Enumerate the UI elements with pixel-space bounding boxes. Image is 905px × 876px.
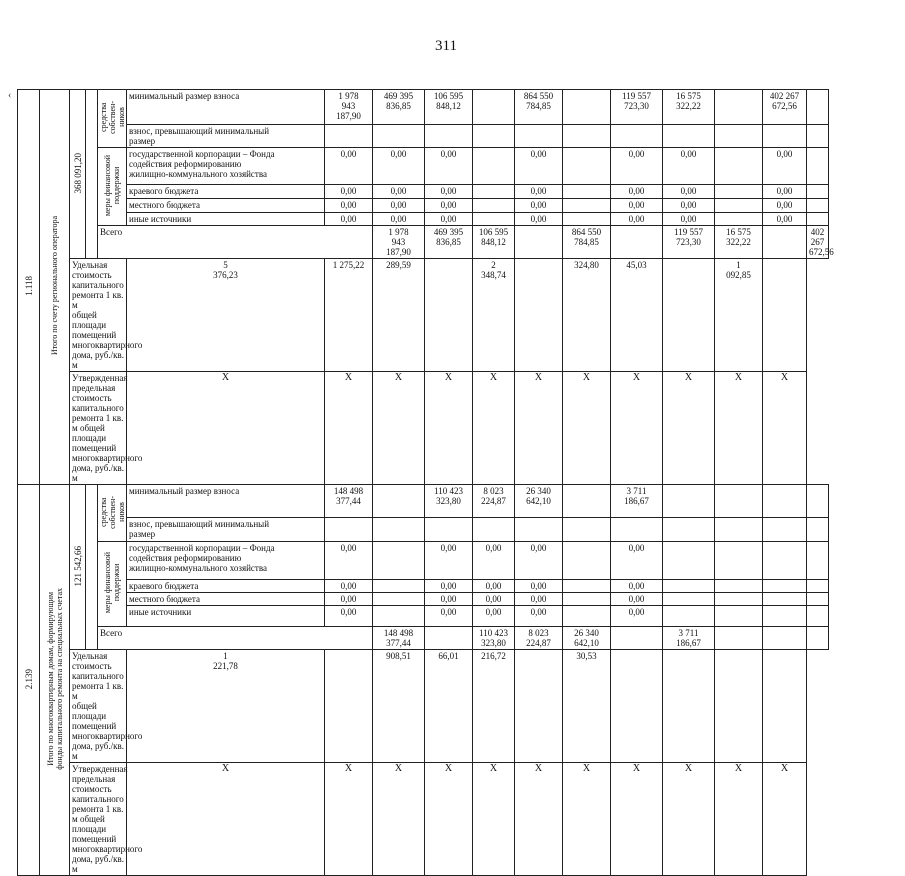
group-owners-cell (98, 485, 127, 542)
value-cell: 110 423 323,80 (425, 485, 473, 518)
group-support-cell (98, 542, 127, 627)
value-cell: 119 557 723,30 (611, 90, 663, 125)
value-cell: 110 423 323,80 (473, 627, 515, 650)
value-cell (715, 185, 763, 199)
value-cell (473, 199, 515, 213)
value-cell: 0,00 (763, 199, 807, 213)
value-cell (563, 185, 611, 199)
table-row (18, 199, 829, 213)
value-cell: 0,00 (515, 185, 563, 199)
value-cell: 0,00 (515, 199, 563, 213)
value-cell (715, 90, 763, 125)
value-cell (807, 185, 829, 199)
value-cell: X (763, 372, 807, 485)
code-cell-text: 2.139 (23, 668, 34, 690)
value-cell (807, 627, 829, 650)
row-label: краевого бюджета (127, 580, 325, 593)
value-cell: X (127, 763, 325, 876)
value-cell (715, 199, 763, 213)
value-cell (473, 148, 515, 185)
table-row (18, 650, 829, 763)
value-cell: 106 595 848,12 (425, 90, 473, 125)
value-cell (663, 485, 715, 518)
value-cell (763, 518, 807, 542)
amount-cell (70, 485, 86, 650)
amount-cell-text: 368 091,20 (72, 152, 83, 194)
value-cell: 0,00 (325, 542, 373, 580)
table-row (18, 593, 829, 606)
value-cell (807, 125, 829, 148)
value-cell (763, 580, 807, 593)
section-title-cell (40, 90, 70, 485)
value-cell (763, 485, 807, 518)
table-row (18, 372, 829, 485)
value-cell: 0,00 (425, 542, 473, 580)
value-cell (563, 125, 611, 148)
value-cell: 0,00 (611, 593, 663, 606)
value-cell (715, 606, 763, 627)
value-cell (563, 593, 611, 606)
value-cell (763, 650, 807, 763)
value-cell (715, 148, 763, 185)
value-cell (763, 125, 807, 148)
value-cell (763, 542, 807, 580)
table-row (18, 125, 829, 148)
value-cell: 0,00 (515, 593, 563, 606)
group-support-cell (98, 148, 127, 226)
value-cell: 0,00 (425, 606, 473, 627)
capital-repair-table (17, 89, 834, 876)
value-cell: 0,00 (611, 580, 663, 593)
value-cell: X (127, 372, 325, 485)
value-cell: X (473, 763, 515, 876)
table-row (18, 485, 829, 518)
value-cell: 0,00 (611, 199, 663, 213)
table-row (18, 226, 829, 259)
value-cell: X (515, 372, 563, 485)
value-cell: 1 092,85 (715, 259, 763, 372)
group-support-cell-text: меры финансовой поддержки (103, 154, 121, 217)
table-row (18, 213, 829, 226)
value-cell: 0,00 (515, 580, 563, 593)
row-label: местного бюджета (127, 593, 325, 606)
value-cell (663, 650, 715, 763)
value-cell: 0,00 (425, 593, 473, 606)
value-cell (763, 226, 807, 259)
group-owners-cell (98, 90, 127, 148)
value-cell: 0,00 (663, 213, 715, 226)
value-cell (715, 627, 763, 650)
value-cell: 0,00 (611, 542, 663, 580)
value-cell: 0,00 (763, 213, 807, 226)
value-cell (373, 125, 425, 148)
value-cell: 0,00 (373, 185, 425, 199)
group-owners-cell-text: средства собствен- ников (98, 495, 126, 529)
value-cell: 16 575 322,22 (663, 90, 715, 125)
row-label: минимальный размер взноса (127, 485, 325, 518)
value-cell: 0,00 (473, 580, 515, 593)
value-cell: 469 395 836,85 (373, 90, 425, 125)
value-cell (611, 125, 663, 148)
value-cell (325, 125, 373, 148)
value-cell (425, 125, 473, 148)
value-cell: 0,00 (325, 593, 373, 606)
value-cell: 0,00 (325, 213, 373, 226)
value-cell (425, 627, 473, 650)
value-cell (563, 606, 611, 627)
value-cell: 864 550 784,85 (563, 226, 611, 259)
value-cell: 0,00 (515, 148, 563, 185)
value-cell: 0,00 (425, 148, 473, 185)
section-title-cell-text: Итого по счету регионального оператора (50, 216, 59, 356)
table-row (18, 518, 829, 542)
value-cell (373, 485, 425, 518)
value-cell: 0,00 (425, 580, 473, 593)
value-cell: 26 340 642,10 (563, 627, 611, 650)
value-cell (807, 199, 829, 213)
value-cell (563, 485, 611, 518)
value-cell: 0,00 (515, 606, 563, 627)
value-cell (473, 185, 515, 199)
value-cell: X (663, 763, 715, 876)
row-label: краевого бюджета (127, 185, 325, 199)
value-cell (807, 593, 829, 606)
value-cell: 289,59 (373, 259, 425, 372)
row-label: минимальный размер взноса (127, 90, 325, 125)
row-label: иные источники (127, 213, 325, 226)
value-cell (807, 580, 829, 593)
value-cell: X (715, 763, 763, 876)
value-cell (563, 90, 611, 125)
value-cell (473, 518, 515, 542)
table-row (18, 90, 829, 125)
value-cell: 0,00 (373, 199, 425, 213)
code-cell-text: 1.118 (23, 276, 34, 296)
value-cell (373, 580, 425, 593)
value-cell (807, 90, 829, 125)
row-label: Всего (98, 226, 373, 259)
value-cell: 30,53 (563, 650, 611, 763)
value-cell: X (611, 763, 663, 876)
value-cell: 1 978 943 187,90 (373, 226, 425, 259)
value-cell: 0,00 (611, 213, 663, 226)
value-cell (663, 518, 715, 542)
value-cell (807, 606, 829, 627)
table-row (18, 580, 829, 593)
value-cell: X (325, 763, 373, 876)
value-cell (373, 518, 425, 542)
value-cell: 0,00 (473, 542, 515, 580)
value-cell (715, 518, 763, 542)
value-cell (663, 542, 715, 580)
value-cell: 1 275,22 (325, 259, 373, 372)
value-cell (515, 125, 563, 148)
value-cell: 0,00 (663, 185, 715, 199)
value-cell: 0,00 (663, 148, 715, 185)
row-label: взнос, превышающий минимальный размер (127, 518, 325, 542)
value-cell (715, 485, 763, 518)
value-cell (515, 650, 563, 763)
value-cell: X (473, 372, 515, 485)
blank-cell (86, 485, 98, 650)
row-label: Утвержденная предельная стоимость капитального ремонта 1 кв. м общей площади помещений многоквартирного дома, руб./кв. м (70, 763, 127, 876)
value-cell: X (373, 763, 425, 876)
value-cell: 45,03 (611, 259, 663, 372)
section-title-cell-text: Итого по многоквартирным домам, формирующим фонды капитального ремонта на специальных счетах (45, 588, 64, 770)
value-cell: 0,00 (425, 213, 473, 226)
value-cell: 148 498 377,44 (373, 627, 425, 650)
value-cell: 0,00 (325, 199, 373, 213)
value-cell: 0,00 (473, 606, 515, 627)
value-cell (663, 259, 715, 372)
value-cell (807, 213, 829, 226)
value-cell: 908,51 (373, 650, 425, 763)
value-cell: 1 221,78 (127, 650, 325, 763)
value-cell (715, 593, 763, 606)
value-cell: 16 575 322,22 (715, 226, 763, 259)
value-cell: 0,00 (325, 148, 373, 185)
value-cell: 2 348,74 (473, 259, 515, 372)
blank-cell (86, 90, 98, 259)
value-cell (807, 148, 829, 185)
value-cell: 864 550 784,85 (515, 90, 563, 125)
block-special-accounts (18, 485, 829, 876)
table-row (18, 542, 829, 580)
value-cell: 3 711 186,67 (611, 485, 663, 518)
value-cell: 0,00 (515, 542, 563, 580)
value-cell (715, 125, 763, 148)
value-cell: 8 023 224,87 (515, 627, 563, 650)
value-cell (663, 593, 715, 606)
value-cell: X (373, 372, 425, 485)
value-cell (425, 259, 473, 372)
group-owners-cell-text: средства собствен- ников (98, 101, 126, 134)
value-cell: 106 595 848,12 (473, 226, 515, 259)
value-cell (763, 259, 807, 372)
value-cell (563, 148, 611, 185)
table-row (18, 185, 829, 199)
value-cell: 0,00 (611, 185, 663, 199)
value-cell: 0,00 (325, 185, 373, 199)
row-label: Удельная стоимость капитального ремонта 1 кв. м общей площади помещений многоквартирного дома, руб./кв. м (70, 650, 127, 763)
value-cell: 324,80 (563, 259, 611, 372)
value-cell (763, 627, 807, 650)
value-cell: 0,00 (663, 199, 715, 213)
value-cell: X (563, 763, 611, 876)
value-cell: 469 395 836,85 (425, 226, 473, 259)
value-cell: 0,00 (425, 185, 473, 199)
row-label: иные источники (127, 606, 325, 627)
table-row (18, 259, 829, 372)
value-cell: 66,01 (425, 650, 473, 763)
value-cell (373, 606, 425, 627)
value-cell: 216,72 (473, 650, 515, 763)
value-cell: 3 711 186,67 (663, 627, 715, 650)
row-label: взнос, превышающий минимальный размер (127, 125, 325, 148)
value-cell: X (515, 763, 563, 876)
value-cell (663, 606, 715, 627)
value-cell (563, 518, 611, 542)
value-cell (473, 125, 515, 148)
page-number: 311 (435, 38, 457, 54)
value-cell (715, 542, 763, 580)
value-cell (807, 485, 829, 518)
edge-mark: ‹ (8, 90, 12, 101)
value-cell: X (763, 763, 807, 876)
value-cell: 119 557 723,30 (663, 226, 715, 259)
value-cell: X (611, 372, 663, 485)
value-cell: X (715, 372, 763, 485)
row-label: местного бюджета (127, 199, 325, 213)
table-row (18, 763, 829, 876)
value-cell (807, 518, 829, 542)
value-cell: 0,00 (515, 213, 563, 226)
value-cell (611, 226, 663, 259)
value-cell (425, 518, 473, 542)
value-cell (663, 580, 715, 593)
value-cell (325, 518, 373, 542)
section-title-cell (40, 485, 70, 876)
code-cell (18, 90, 40, 485)
value-cell (373, 593, 425, 606)
row-label: государственной корпорации – Фонда содействия реформированию жилищно-коммунального хозяйства (127, 148, 325, 185)
value-cell: 402 267 672,56 (807, 226, 829, 259)
value-cell: 0,00 (611, 606, 663, 627)
value-cell: 0,00 (325, 580, 373, 593)
value-cell (663, 125, 715, 148)
value-cell: X (425, 763, 473, 876)
row-label: Удельная стоимость капитального ремонта 1 кв. м общей площади помещений многоквартирного дома, руб./кв. м (70, 259, 127, 372)
table-row (18, 606, 829, 627)
value-cell: 0,00 (373, 148, 425, 185)
value-cell (473, 213, 515, 226)
value-cell (763, 593, 807, 606)
code-cell (18, 485, 40, 876)
value-cell: 1 978 943 187,90 (325, 90, 373, 125)
value-cell (515, 518, 563, 542)
value-cell: X (325, 372, 373, 485)
value-cell (373, 542, 425, 580)
value-cell (563, 542, 611, 580)
value-cell (715, 580, 763, 593)
value-cell (807, 542, 829, 580)
value-cell: X (563, 372, 611, 485)
table-row (18, 148, 829, 185)
value-cell (563, 199, 611, 213)
value-cell (715, 213, 763, 226)
value-cell: 8 023 224,87 (473, 485, 515, 518)
value-cell: X (663, 372, 715, 485)
row-label: государственной корпорации – Фонда содействия реформированию жилищно-коммунального хозяйства (127, 542, 325, 580)
value-cell (563, 580, 611, 593)
value-cell (611, 650, 663, 763)
value-cell (515, 259, 563, 372)
value-cell: 0,00 (473, 593, 515, 606)
value-cell (325, 650, 373, 763)
value-cell (715, 650, 763, 763)
amount-cell-text: 121 542,66 (72, 545, 83, 587)
value-cell: 148 498 377,44 (325, 485, 373, 518)
block-regional-operator (18, 90, 834, 485)
value-cell: 5 376,23 (127, 259, 325, 372)
value-cell: 402 267 672,56 (763, 90, 807, 125)
value-cell (611, 627, 663, 650)
value-cell (611, 518, 663, 542)
value-cell: X (425, 372, 473, 485)
table-row (18, 627, 829, 650)
value-cell: 0,00 (763, 148, 807, 185)
value-cell: 0,00 (373, 213, 425, 226)
row-label: Всего (98, 627, 373, 650)
value-cell (515, 226, 563, 259)
value-cell: 0,00 (325, 606, 373, 627)
value-cell (763, 606, 807, 627)
value-cell: 26 340 642,10 (515, 485, 563, 518)
group-support-cell-text: меры финансовой поддержки (103, 552, 121, 614)
row-label: Утвержденная предельная стоимость капитального ремонта 1 кв. м общей площади помещений многоквартирного дома, руб./кв. м (70, 372, 127, 485)
value-cell: 0,00 (611, 148, 663, 185)
value-cell: 0,00 (425, 199, 473, 213)
amount-cell (70, 90, 86, 259)
value-cell (473, 90, 515, 125)
value-cell: 0,00 (763, 185, 807, 199)
value-cell (563, 213, 611, 226)
